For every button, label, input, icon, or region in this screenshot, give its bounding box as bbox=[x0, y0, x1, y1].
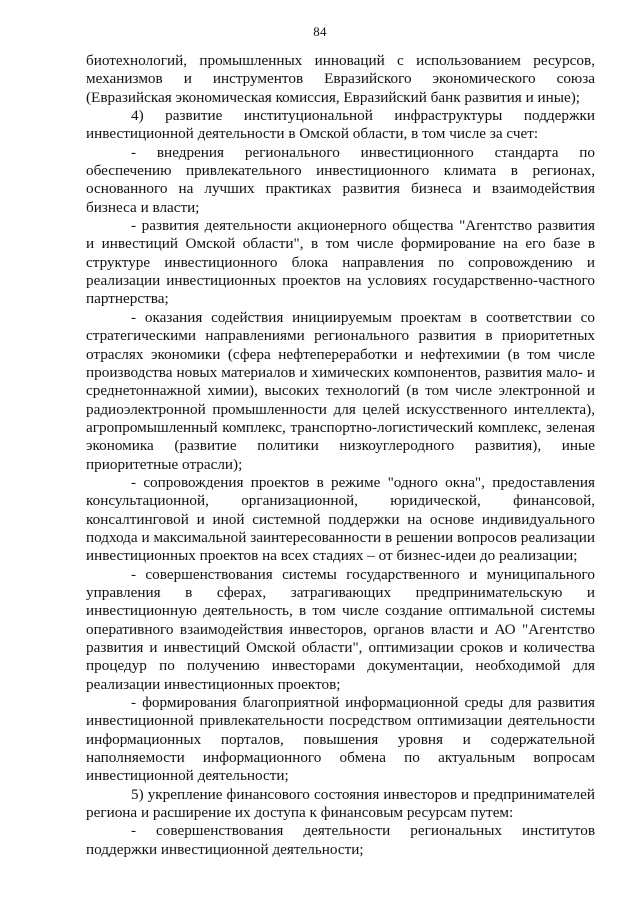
document-body bbox=[86, 52, 595, 859]
paragraph-bullet-institutions: - совершенствования деятельности региональных институтов поддержки инвестиционной деятельности; bbox=[86, 822, 595, 858]
paragraph-bullet-governance: - совершенствования системы государственного и муниципального управления в сферах, затрагивающих предпринимательскую и инвестиционную деятельность, в том числе создание оптимальной системы оперативного взаимодействия инвесторов, органов власти и АО "Агентство развития и инвестиций Омской области", оптимизации сроков и количества процедур по получению инвесторами документации, необходимой для реализации инвестиционных проектов; bbox=[86, 565, 595, 693]
paragraph-bullet-investment-standard: - внедрения регионального инвестиционного стандарта по обеспечению привлекательного инвестиционного климата в регионах, основанного на лучших практиках развития бизнеса и взаимодействия бизнеса и власти; bbox=[86, 143, 595, 216]
paragraph-item-4: 4) развитие институциональной инфраструктуры поддержки инвестиционной деятельности в Омской области, в том числе за счет: bbox=[86, 107, 595, 143]
paragraph-bullet-information-environment: - формирования благоприятной информационной среды для развития инвестиционной привлекательности посредством оптимизации деятельности информационных порталов, повышения уровня и содержательной наполняемости информационного обмена по актуальным вопросам инвестиционной деятельности; bbox=[86, 694, 595, 785]
paragraph-bullet-one-window: - сопровождения проектов в режиме "одного окна", предоставления консультационной, организационной, юридической, финансовой, консалтинговой и иной системной поддержки на основе индивидуального подхода и максимальной заинтересованности в решении вопросов реализации инвестиционных проектов на всех стадиях – от бизнес-идеи до реализации; bbox=[86, 473, 595, 565]
page-number: 84 bbox=[313, 24, 327, 39]
paragraph-continuation: биотехнологий, промышленных инноваций с использованием ресурсов, механизмов и инструментов Евразийского экономического союза (Евразийская экономическая комиссия, Евразийский банк развития и иные); bbox=[86, 52, 595, 106]
paragraph-item-5: 5) укрепление финансового состояния инвесторов и предпринимателей региона и расширение их доступа к финансовым ресурсам путем: bbox=[86, 785, 595, 822]
paragraph-bullet-project-support: - оказания содействия инициируемым проектам в соответствии со стратегическими направлениями регионального развития в приоритетных отраслях экономики (сфера нефтепереработки и нефтехимии (в том числе производства новых материалов и химических компонентов, развития мало- и среднетоннажной химии), высоких технологий (в том числе электронной и радиоэлектронной промышленности для целей искусственного интеллекта), агропромышленный комплекс, транспортно-логистический комплекс, зеленая экономика (развитие политики низкоуглеродного развития), иные приоритетные отрасли); bbox=[86, 308, 595, 473]
paragraph-bullet-agency-development: - развития деятельности акционерного общества "Агентство развития и инвестиций Омской области", в том числе формирование на его базе в структуре инвестиционного блока направления по сопровождению и реализации инвестиционных проектов на условиях государственно-частного партнерства; bbox=[86, 217, 595, 308]
